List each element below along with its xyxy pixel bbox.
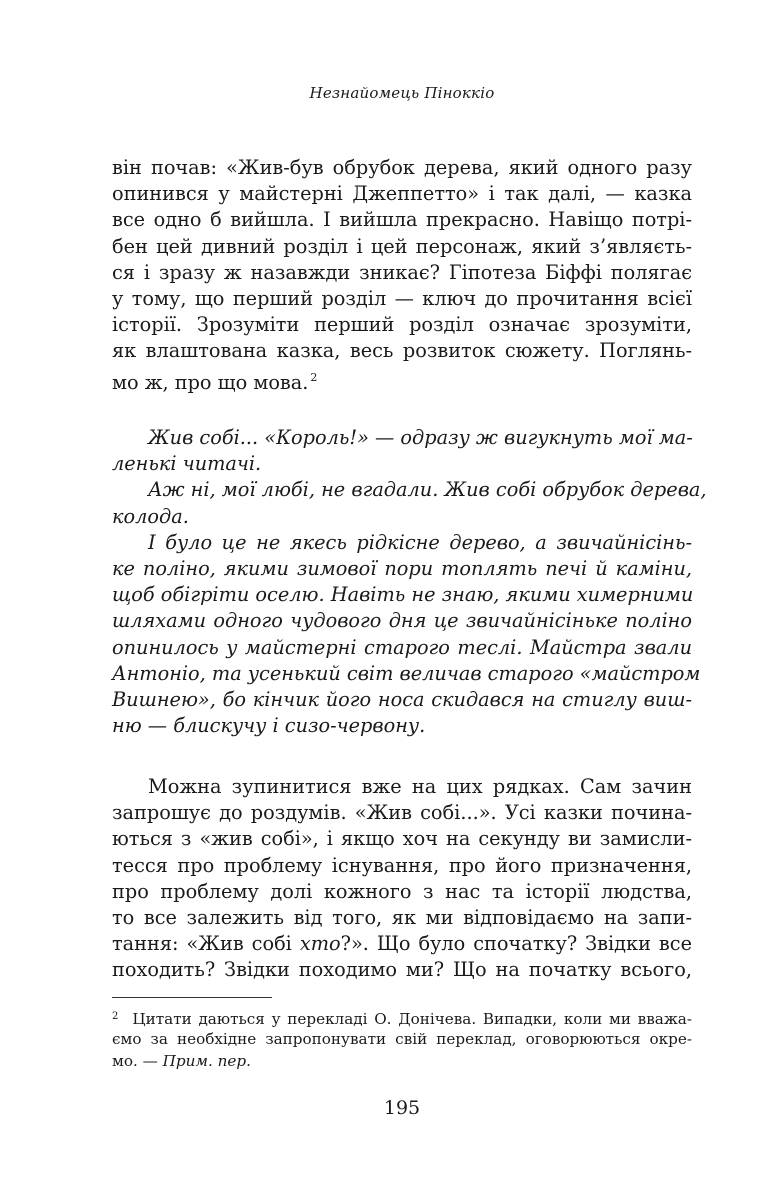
footnote-text: мо. — xyxy=(112,1052,163,1070)
quote-line: щоб обігріти оселю. Навіть не знаю, якими химерними xyxy=(112,583,694,607)
text-line: опинився у майстерні Джеппетто» і так далі, — казка xyxy=(112,182,692,206)
quote-line: ке поліно, якими зимової пори топлять печі й каміни, xyxy=(112,556,692,580)
text-line xyxy=(112,365,692,394)
text-fragment: тання: «Жив собі xyxy=(112,932,300,956)
paragraph-3 xyxy=(112,774,692,984)
footnote-line xyxy=(112,1006,692,1028)
quote-line: Жив собі... «Король!» — одразу ж вигукнуть мої ма- xyxy=(148,426,693,449)
text-line: походить? Звідки походимо ми? Що на початку всього, xyxy=(112,958,692,982)
running-header: Незнайомець Піноккіо xyxy=(309,84,495,102)
page-number: 195 xyxy=(383,1097,421,1119)
text-line: ся і зразу ж назавжди зникає? Гіпотеза Біффі полягає xyxy=(112,260,692,284)
quote-line: шляхами одного чудового дня це звичайнісіньке поліно xyxy=(112,609,692,633)
footnote-text: Цитати даються у перекладі О. Донічева. Випадки, коли ми вважа- xyxy=(132,1010,692,1028)
quote-block xyxy=(112,425,707,739)
footnote-mark: 2 xyxy=(112,1011,119,1022)
italic-word: хто xyxy=(299,932,341,956)
quote-line: Вишнею», бо кінчик його носа скидався на стиглу виш- xyxy=(112,687,692,711)
text-line: у тому, що перший розділ — ключ до прочитання всієї xyxy=(112,286,692,310)
text-fragment: мо ж, про що мова. xyxy=(112,370,309,394)
text-line: історії. Зрозуміти перший розділ означає зрозуміти, xyxy=(112,313,692,337)
footnote-line xyxy=(112,1050,692,1072)
text-fragment: ?». Що було спочатку? Звідки все xyxy=(340,932,692,956)
text-line: Можна зупинитися вже на цих рядках. Сам зачин xyxy=(148,775,692,798)
text-line: він почав: «Жив-був обрубок дерева, який одного разу xyxy=(112,156,692,179)
text-line: про проблему долі кожного з нас та історії людства, xyxy=(112,879,692,903)
text-line: як влаштована казка, весь розвиток сюжету. Поглянь- xyxy=(112,339,692,363)
text-line: все одно б вийшла. І вийшла прекрасно. Навіщо потрі- xyxy=(112,208,692,232)
footnote-note: Прим. пер. xyxy=(162,1052,251,1070)
text-line: то все залежить від того, як ми відповідаємо на запи- xyxy=(112,905,692,929)
quote-line: І було це не якесь рідкісне дерево, а звичайнісінь- xyxy=(148,530,692,554)
footnote xyxy=(112,1006,692,1072)
quote-line: опинилось у майстерні старого теслі. Майстра звали xyxy=(112,635,692,659)
quote-line: Аж ні, мої любі, не вгадали. Жив собі обрубок дерева, xyxy=(148,478,707,502)
quote-line: ленькі читачі. xyxy=(112,452,262,476)
quote-line: Антоніо, та усенький світ величав старого «майстром xyxy=(112,661,701,685)
quote-line: ню — блискучу і сизо-червону. xyxy=(112,714,426,738)
footnote-reference[interactable]: 2 xyxy=(310,370,318,384)
quote-line: колода. xyxy=(112,504,189,528)
footnote-line: ємо за необхідне запропонувати свій переклад, оговорюються окре- xyxy=(112,1030,692,1048)
paragraph-1 xyxy=(112,155,692,394)
footnote-divider xyxy=(112,997,272,998)
text-line: ються з «жив собі», і якщо хоч на секунду ви замисли- xyxy=(112,827,692,851)
text-line: бен цей дивний розділ і цей персонаж, який з’являєть- xyxy=(112,234,692,258)
text-line xyxy=(112,931,692,957)
text-line: тесся про проблему існування, про його призначення, xyxy=(112,853,692,877)
text-line: запрошує до роздумів. «Жив собі...». Усі казки почина- xyxy=(112,801,692,825)
